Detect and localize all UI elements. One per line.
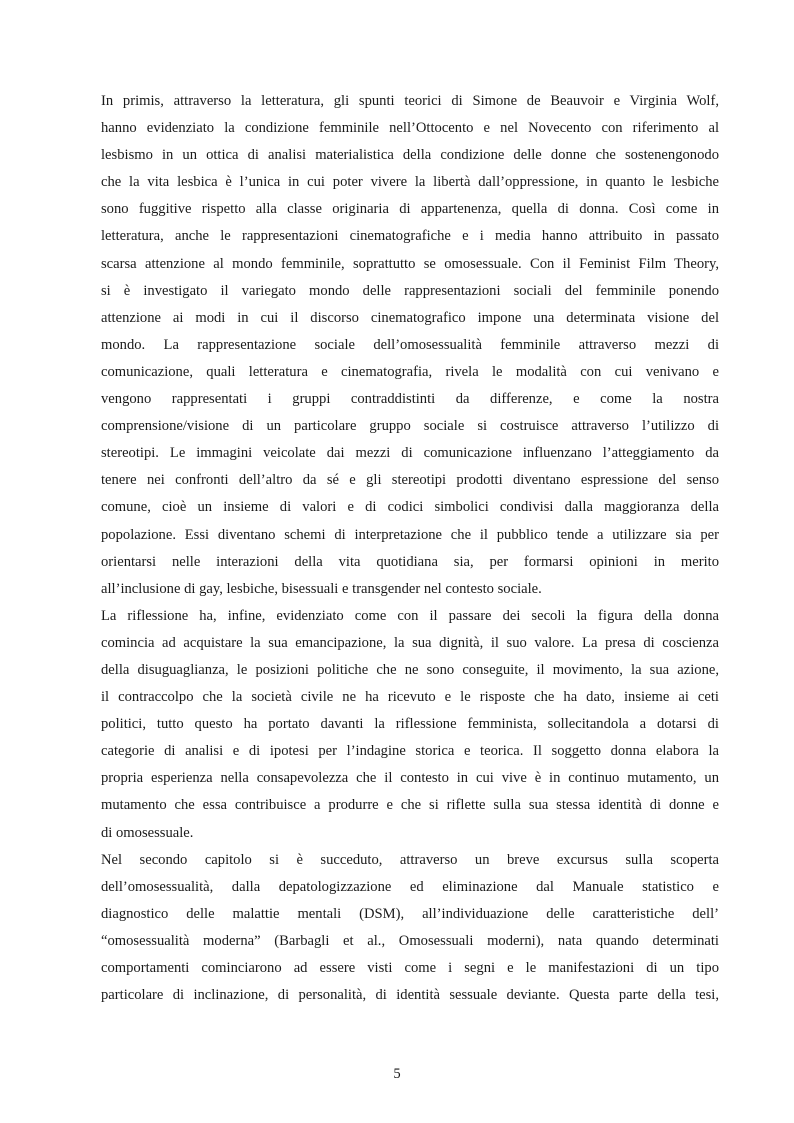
text-line: stereotipi. Le immagini veicolate dai mezzi di comunicazione influenzano l’atteggiamento da bbox=[101, 445, 719, 462]
text-line: particolare di inclinazione, di personalità, di identità sessuale deviante. Questa parte della tesi, bbox=[101, 987, 719, 1004]
text-line: Nel secondo capitolo si è succeduto, attraverso un breve excursus sulla scoperta bbox=[101, 851, 719, 868]
text-line: dell’omosessualità, dalla depatologizzazione ed eliminazione dal Manuale statistico e bbox=[101, 878, 719, 895]
body-text bbox=[101, 88, 719, 1009]
text-line: diagnostico delle malattie mentali (DSM), all’individuazione delle caratteristiche dell’ bbox=[101, 905, 719, 922]
text-line: orientarsi nelle interazioni della vita quotidiana sia, per formarsi opinioni in merito bbox=[101, 553, 719, 570]
text-line: popolazione. Essi diventano schemi di interpretazione che il pubblico tende a utilizzare sia per bbox=[101, 526, 719, 543]
text-line: hanno evidenziato la condizione femminile nell’Ottocento e nel Novecento con riferimento al bbox=[101, 120, 719, 137]
text-line: “omosessualità moderna” (Barbagli et al., Omosessuali moderni), nata quando determinati bbox=[101, 932, 719, 949]
text-line: comunicazione, quali letteratura e cinematografia, rivela le modalità con cui venivano e bbox=[101, 363, 719, 380]
text-line: vengono rappresentati i gruppi contraddistinti da differenze, e come la nostra bbox=[101, 391, 719, 408]
text-line: letteratura, anche le rappresentazioni cinematografiche e i media hanno attribuito in passato bbox=[101, 228, 719, 245]
text-line: propria esperienza nella consapevolezza che il contesto in cui vive è in continuo mutamento, un bbox=[101, 770, 719, 787]
text-line: il contraccolpo che la società civile ne ha ricevuto e le risposte che ha dato, insieme ai ceti bbox=[101, 689, 719, 706]
text-line: mondo. La rappresentazione sociale dell’omosessualità femminile attraverso mezzi di bbox=[101, 336, 719, 353]
text-line: all’inclusione di gay, lesbiche, bisessuali e transgender nel contesto sociale. bbox=[101, 580, 542, 597]
text-line: lesbismo in un ottica di analisi materialistica della condizione delle donne che sostenengonodo bbox=[101, 147, 719, 164]
text-line: che la vita lesbica è l’unica in cui poter vivere la libertà dall’oppressione, in quanto le lesbiche bbox=[101, 174, 719, 191]
text-line: categorie di analisi e di ipotesi per l’indagine storica e teorica. Il soggetto donna elabora la bbox=[101, 743, 719, 760]
text-line: comportamenti cominciarono ad essere visti come i segni e le manifestazioni di un tipo bbox=[101, 960, 719, 976]
text-line: comprensione/visione di un particolare gruppo sociale si costruisce attraverso l’utilizzo di bbox=[101, 418, 719, 435]
text-line: della disuguaglianza, le posizioni politiche che ne sono conseguite, il movimento, la sua azione, bbox=[101, 661, 719, 678]
text-line: comune, cioè un insieme di valori e di codici simbolici condivisi dalla maggioranza della bbox=[101, 499, 719, 516]
text-line: scarsa attenzione al mondo femminile, soprattutto se omosessuale. Con il Feminist Film Theory, bbox=[101, 255, 719, 272]
text-line: tenere nei confronti dell’altro da sé e gli stereotipi prodotti diventano espressione del senso bbox=[101, 472, 719, 489]
text-line: comincia ad acquistare la sua emancipazione, la sua dignità, il suo valore. La presa di coscienza bbox=[101, 634, 719, 651]
text-line: attenzione ai modi in cui il discorso cinematografico impone una determinata visione del bbox=[101, 309, 719, 326]
page-number: 5 bbox=[393, 1066, 401, 1082]
text-line: In primis, attraverso la letteratura, gli spunti teorici di Simone de Beauvoir e Virginia Wolf, bbox=[101, 93, 719, 109]
text-line: sono fuggitive rispetto alla classe originaria di appartenenza, quella di donna. Così come in bbox=[101, 201, 719, 218]
text-line: politici, tutto questo ha portato davanti la riflessione femminista, sollecitandola a dotarsi di bbox=[101, 716, 719, 733]
text-line: mutamento che essa contribuisce a produrre e che si riflette sulla sua stessa identità di donne e bbox=[101, 797, 719, 814]
text-line: La riflessione ha, infine, evidenziato come con il passare dei secoli la figura della donna bbox=[101, 607, 719, 624]
text-line: di omosessuale. bbox=[101, 824, 194, 841]
text-line: si è investigato il variegato mondo delle rappresentazioni sociali del femminile ponendo bbox=[101, 282, 719, 299]
